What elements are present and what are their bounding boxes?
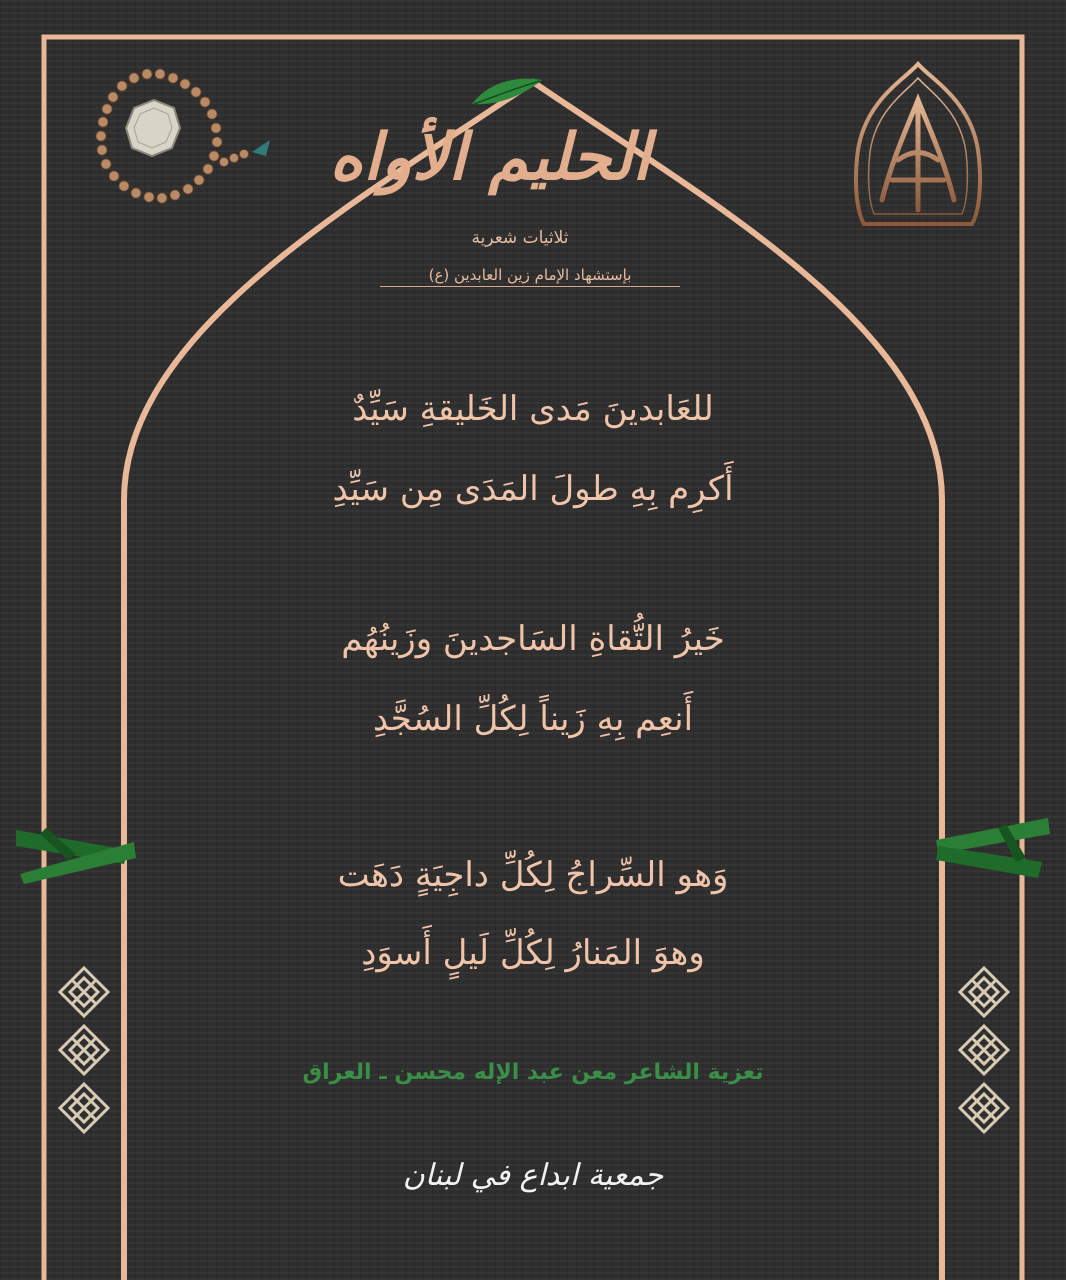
verse-line: أَنعِم بِهِ زَيناً لِكُلِّ السُجَّدِ [372, 699, 694, 739]
calligraphy-logo-icon [852, 60, 984, 230]
verse-line: للعَابدينَ مَدى الخَليقةِ سَيِّدٌ [352, 389, 714, 429]
poet-credit: تعزية الشاعر معن عبد الإله محسن ـ العراق [302, 1060, 764, 1085]
verse-line: وهوَ المَنارُ لِكُلِّ لَيلٍ أَسوَدِ [361, 933, 705, 973]
verse-line: وَهو السِّراجُ لِكُلِّ داجِيَةٍ دَهَت [337, 855, 729, 895]
arch-outline [124, 82, 942, 1280]
green-ribbon-icon [936, 814, 1050, 880]
occasion-line: بإستشهاد الإمام زين العابدين (ع) [380, 266, 680, 287]
association-signature: جمعية ابداع في لبنان [402, 1158, 664, 1193]
verse-line: خَيرُ التُّقاةِ السَاجدينَ وزَينُهُم [341, 619, 725, 659]
page-title: الحليم الأواه [329, 120, 650, 195]
verse-line: أَكرِم بِهِ طولَ المَدَى مِن سَيِّدِ [332, 469, 734, 509]
green-ribbon-icon [16, 820, 136, 886]
kufic-knot-icon [958, 966, 1010, 1134]
page-subtitle: ثلاثيات شعرية [471, 228, 569, 248]
leaf-icon [470, 74, 544, 110]
prayer-beads-icon [92, 66, 282, 216]
kufic-knot-icon [58, 966, 110, 1134]
